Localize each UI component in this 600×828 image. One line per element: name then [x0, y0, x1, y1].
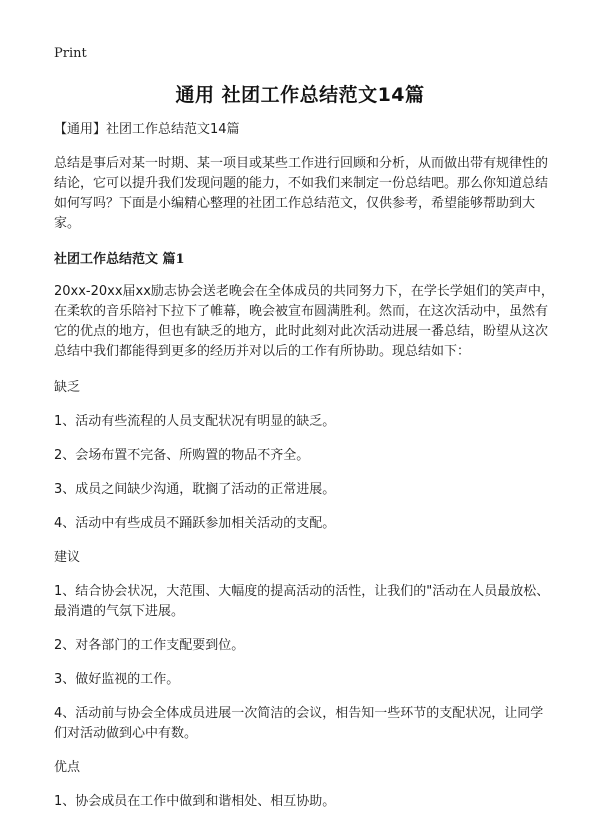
shortcoming-item: 1、活动有些流程的人员支配状况有明显的缺乏。 — [54, 414, 336, 429]
shortcoming-item: 3、成员之间缺少沟通，耽搁了活动的正常进展。 — [54, 482, 336, 497]
suggestions-label: 建议 — [54, 550, 81, 565]
document-body — [54, 120, 556, 826]
suggestion-item: 3、做好监视的工作。 — [54, 672, 180, 687]
intro-paragraph: 总结是事后对某一时期、某一项目或某些工作进行回顾和分析，从而做出带有规律性的结论，它可以提升我们发现问题的能力，不如我们来制定一份总结吧。那么你知道总结如何写吗？下面是小编精心整理的社团工作总结范文，仅供参考，希望能够帮助到大家。 — [54, 156, 549, 231]
suggestion-item: 1、结合协会状况，大范围、大幅度的提高活动的活性，让我们的"活动在人员最放松、最消遣的气氛下进展。 — [54, 584, 550, 619]
section-body-paragraph: 20xx-20xx届xx励志协会送老晚会在全体成员的共同努力下，在学长学姐们的笑声中，在柔软的音乐陪衬下拉下了帷幕，晚会被宣布圆满胜利。然而，在这次活动中，虽然有它的优点的地方，但也有缺乏的地方，此时此刻对此次活动进展一番总结，盼望从这次总结中我们都能得到更多的经历并对以后的工作有所协助。现总结如下： — [54, 284, 554, 359]
shortcoming-item: 4、活动中有些成员不踊跃参加相关活动的支配。 — [54, 516, 336, 531]
advantage-item: 1、协会成员在工作中做到和谐相处、相互协助。 — [54, 794, 336, 809]
suggestion-item: 2、对各部门的工作支配要到位。 — [54, 638, 245, 653]
shortcomings-label: 缺乏 — [54, 380, 81, 395]
page-title: 通用 社团工作总结范文14篇 — [175, 84, 425, 106]
shortcoming-item: 2、会场布置不完备、所购置的物品不齐全。 — [54, 448, 310, 463]
section-heading: 社团工作总结范文 篇1 — [54, 252, 185, 267]
advantages-label: 优点 — [54, 760, 81, 775]
print-link[interactable]: Print — [54, 46, 87, 61]
suggestion-item: 4、活动前与协会全体成员进展一次简洁的会议，相告知一些环节的支配状况，让同学们对活动做到心中有数。 — [54, 706, 544, 741]
document-subtitle: 【通用】社团工作总结范文14篇 — [54, 122, 240, 137]
